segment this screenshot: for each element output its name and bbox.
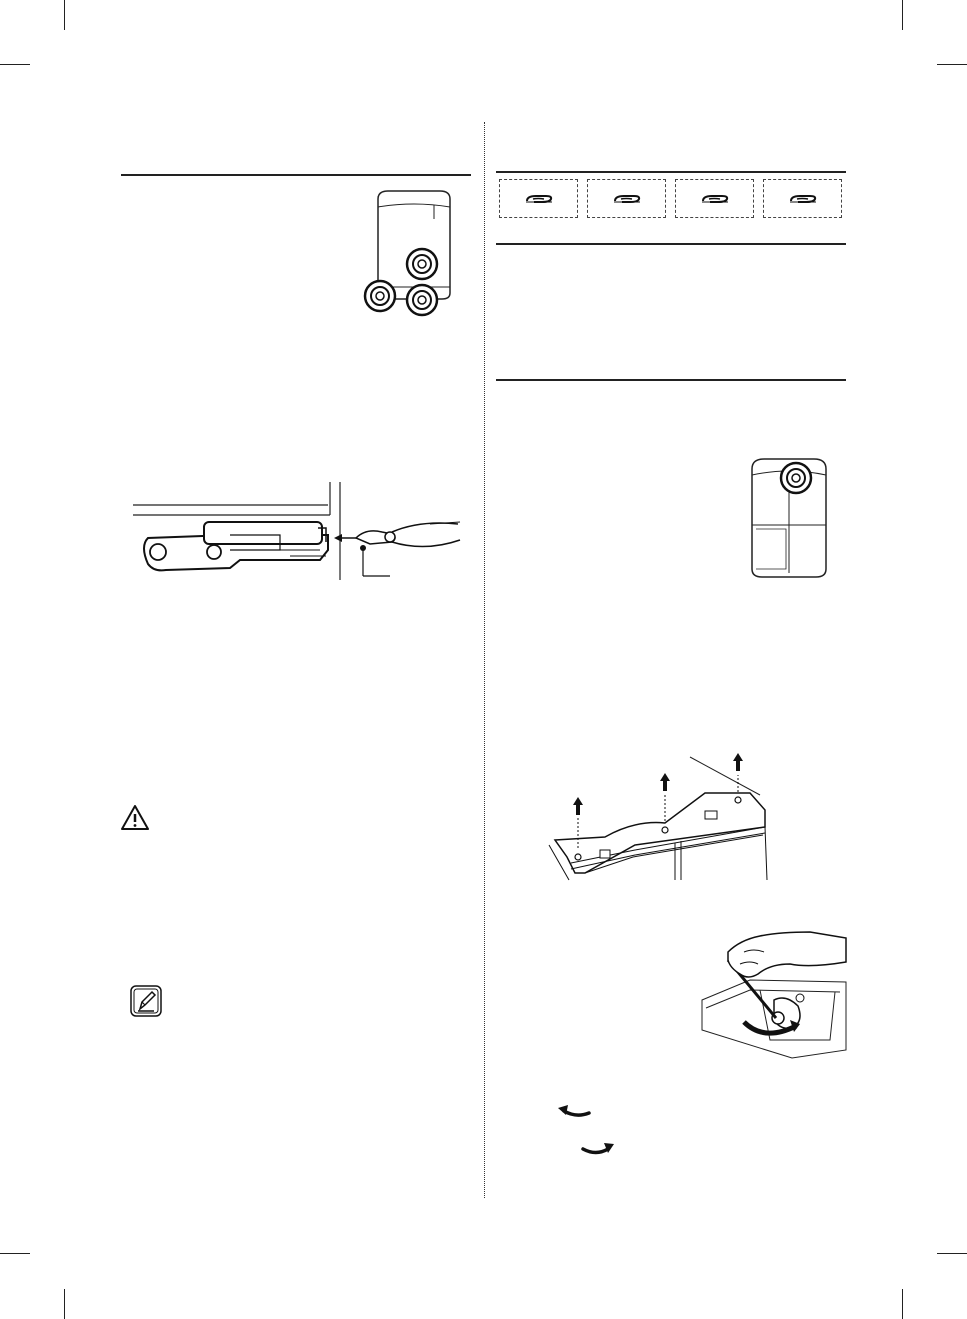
- right-section-rule-3: [496, 379, 846, 381]
- note-pencil-icon: [130, 985, 162, 1017]
- spacer-box-2: [587, 179, 666, 218]
- spacer-clip-icon: [700, 193, 730, 205]
- column-divider: [484, 122, 485, 1198]
- trim-mark-tr-v: [902, 0, 903, 30]
- spacer-box-1: [499, 179, 578, 218]
- trim-mark-tl-h: [0, 64, 30, 65]
- trim-mark-bl-h: [0, 1253, 30, 1254]
- spacer-clip-icon: [524, 193, 554, 205]
- spacer-clip-icon: [612, 193, 642, 205]
- right-section-rule-1: [496, 171, 846, 173]
- fridge-leg-diagram: [358, 187, 468, 319]
- warning-triangle-icon: [120, 804, 150, 831]
- top-cover-screws-diagram: [545, 745, 770, 885]
- left-section-rule: [121, 174, 471, 176]
- trim-mark-br-v: [902, 1289, 903, 1319]
- hinge-pliers-diagram: [130, 480, 470, 585]
- rotate-counterclockwise-arrow-icon: [556, 1102, 592, 1120]
- hex-wrench-adjust-diagram: [700, 930, 848, 1060]
- rotate-clockwise-arrow-icon: [580, 1140, 616, 1158]
- trim-mark-bl-v: [64, 1289, 65, 1319]
- spacer-box-4: [763, 179, 842, 218]
- trim-mark-tr-h: [937, 64, 967, 65]
- spacer-box-3: [675, 179, 754, 218]
- fridge-top-diagram: [748, 453, 830, 580]
- right-section-rule-2: [496, 243, 846, 245]
- trim-mark-br-h: [937, 1253, 967, 1254]
- spacer-clip-icon: [788, 193, 818, 205]
- trim-mark-tl-v: [64, 0, 65, 30]
